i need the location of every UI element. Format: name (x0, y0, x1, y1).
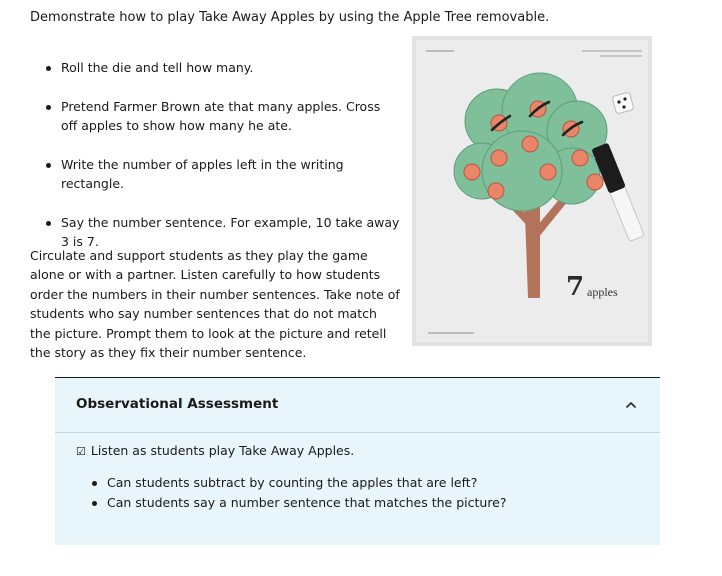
list-item: Can students subtract by counting the apples that are left? (76, 473, 507, 493)
list-item: Can students say a number sentence that matches the picture? (76, 493, 507, 513)
paper-header-mark (426, 50, 454, 52)
assessment-questions (76, 473, 507, 513)
apple-tree-photo (412, 36, 652, 346)
apples-caption: apples (587, 285, 618, 299)
check-item-label: Listen as students play Take Away Apples. (90, 443, 355, 458)
list-item: Say the number sentence. For example, 10 take away 3 is 7. (30, 213, 400, 251)
check-item (76, 442, 354, 461)
paper-header-mark (582, 50, 642, 52)
paper-header-mark (600, 55, 642, 57)
list-item: Roll the die and tell how many. (30, 58, 400, 77)
list-item: Pretend Farmer Brown ate that many apples. Cross off apples to show how many he ate. (30, 97, 400, 135)
assessment-title: Observational Assessment (76, 396, 279, 412)
writing-number: 7 (566, 272, 585, 302)
observational-assessment-panel (55, 377, 660, 545)
die (612, 92, 634, 114)
list-item: Write the number of apples left in the writing rectangle. (30, 155, 400, 193)
accordion-header[interactable] (55, 378, 660, 433)
circulate-paragraph: Circulate and support students as they play the game alone or with a partner. Listen carefully to how students order the numbers in their number sentences. Take note of students who say number sentences that do not match the picture. Prompt them to look at the picture and retell the story as they fix their number sentence. (30, 248, 400, 361)
paper-footer-mark (428, 332, 474, 334)
intro-text: Demonstrate how to play Take Away Apples by using the Apple Tree removable. (30, 10, 550, 25)
steps-list (30, 58, 400, 271)
chevron-up-icon[interactable] (624, 398, 638, 412)
checkbox-icon: ☑ (76, 445, 86, 458)
